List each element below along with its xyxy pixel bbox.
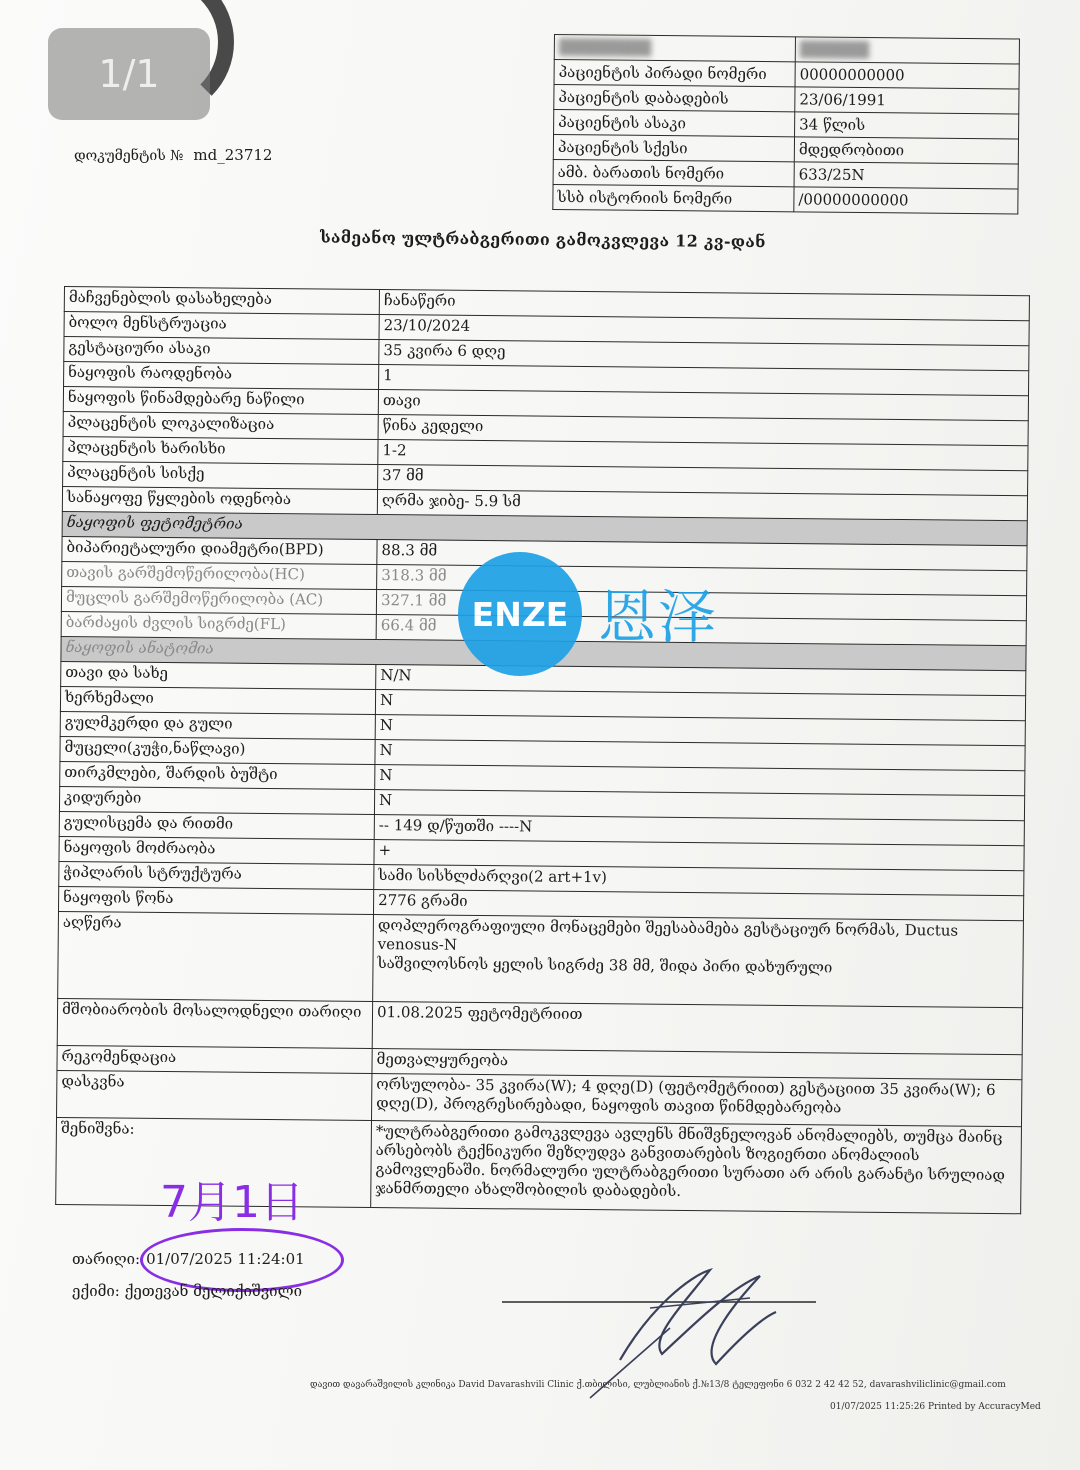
description-label: აღწერა <box>58 911 374 1001</box>
row-value: ჩანაწერი <box>379 290 1029 321</box>
row-label: ბიპარიეტალური დიამეტრი(BPD) <box>62 536 377 564</box>
row-label: ნაყოფის რაოდენობა <box>64 362 379 390</box>
patient-sex-value: მდედრობითი <box>794 137 1018 164</box>
row-label: კიდურები <box>59 786 374 814</box>
due-date-value: 01.08.2025 ფეტომეტრიით <box>372 1001 1022 1054</box>
row-value: 66.4 მმ <box>376 615 1026 646</box>
row-label: თირკმლები, შარდის ბუშტი <box>60 761 375 789</box>
page-indicator-badge[interactable] <box>48 28 210 120</box>
row-value: 318.3 მმ <box>377 565 1027 596</box>
section-title: ნაყოფის ფეტომეტრია <box>62 511 1027 545</box>
row-value: N/N <box>376 665 1026 696</box>
doctor-line <box>72 1282 302 1300</box>
card-number-label: ამბ. ბარათის ნომერი <box>553 159 794 186</box>
row-label: სანაყოფე წყლების ოდენობა <box>62 486 377 514</box>
row-label: ჭიპლარის სტრუქტურა <box>59 861 374 889</box>
patient-info-table <box>552 34 1020 214</box>
description-row <box>58 911 1024 1007</box>
row-value: ღრმა ჯიბე- 5.9 სმ <box>377 490 1027 521</box>
due-date-label: მშობიარობის მოსალოდნელი თარიღი <box>57 998 372 1048</box>
card-number-value: 633/25N <box>794 162 1018 189</box>
patient-age-value: 34 წლის <box>795 112 1019 139</box>
report-date-value: 01/07/2025 11:24:01 <box>146 1250 305 1268</box>
patient-row-name <box>554 35 1019 64</box>
row-value: 35 კვირა 6 დღე <box>379 340 1029 371</box>
recommendation-label: რეკომენდაცია <box>57 1045 372 1073</box>
patient-row <box>553 184 1018 213</box>
description-line-1: დოპლეროგრაფიული მონაცემები შეესაბამება გესტაციურ ნორმას, Ductus venosus-N <box>377 916 959 954</box>
row-value: N <box>374 790 1024 821</box>
row-value: წინა კედელი <box>378 415 1028 446</box>
document-title: სამეანო ულტრაბგერითი გამოკვლევა 12 კვ-დან <box>319 227 766 252</box>
row-value: + <box>374 840 1024 871</box>
row-label: ნაყოფის წინამდებარე ნაწილი <box>63 387 378 415</box>
row-label: გესტაციური ასაკი <box>64 337 379 365</box>
description-line-2: საშვილოსნოს ყელის სიგრძე 38 მმ, შიდა პირი დახურული <box>377 954 833 977</box>
row-value: N <box>375 690 1025 721</box>
report-date <box>72 1250 305 1268</box>
row-label: გულისცემა და რითმი <box>59 811 374 839</box>
patient-name-label: ████████ <box>554 35 795 62</box>
page-indicator-text: 1/1 <box>98 52 160 96</box>
enze-watermark-logo <box>458 552 582 676</box>
row-value: თავი <box>378 390 1028 421</box>
row-value: -- 149 დ/წუთში ----N <box>374 815 1024 846</box>
row-label: მაჩვენებლის დასახელება <box>64 287 379 315</box>
handwritten-date-annotation: 7月1日 <box>160 1177 304 1228</box>
document-number-label: დოკუმენტის № <box>74 148 184 164</box>
patient-birth-value: 23/06/1991 <box>795 87 1019 114</box>
row-label: ნაყოფის წონა <box>58 886 373 914</box>
patient-id-label: პაციენტის პირადი ნომერი <box>554 60 795 87</box>
clinic-footer-address: დავით დავარაშვილის კლინიკა David Davarashvili Clinic ქ.თბილისი, ლუბლიანის ქ.№13/8 ტელეფონი 6 032 2 42 42 52, davarashviliclinic@gmail.com <box>310 1380 1006 1390</box>
printed-timestamp: 01/07/2025 11:25:26 Printed by AccuracyMed <box>830 1402 1041 1412</box>
conclusion-value: ორსულობა- 35 კვირა(W); 4 დღე(D) (ფეტომეტრიით) გესტაციით 35 კვირა(W); 6 დღე(D), პროგრესირებადი, ნაყოფის თავით წინმდებარეობა <box>372 1073 1022 1126</box>
row-value: 88.3 მმ <box>377 540 1027 571</box>
row-value: 1-2 <box>378 440 1028 471</box>
row-label: ნაყოფის მოძრაობა <box>59 836 374 864</box>
report-date-label: თარიღი: <box>72 1250 141 1268</box>
watermark-text: 恩泽 <box>598 583 719 651</box>
conclusion-label: დასკვნა <box>57 1070 372 1120</box>
history-number-value: /00000000000 <box>794 187 1018 214</box>
row-value: N <box>375 740 1025 771</box>
watermark-badge-text: ENZE <box>471 594 569 634</box>
row-value: 37 მმ <box>378 465 1028 496</box>
row-label: ბოლო მენსტრუაცია <box>64 312 379 340</box>
section-title: ნაყოფის ანატომია <box>61 636 1026 670</box>
row-label: მუცლის გარშემოწერილობა (AC) <box>61 586 376 614</box>
row-value: 1 <box>379 365 1029 396</box>
row-value: 2776 გრამი <box>373 890 1023 921</box>
patient-age-label: პაციენტის ასაკი <box>554 110 795 137</box>
row-value: სამი სისხლძარღვი(2 art+1v) <box>374 865 1024 896</box>
row-label: ხერხემალი <box>60 686 375 714</box>
patient-birth-label: პაციენტის დაბადების <box>554 85 795 112</box>
history-number-label: სსბ ისტორიის ნომერი <box>553 184 794 211</box>
doctor-label: ექიმი: <box>72 1282 120 1300</box>
row-value: 23/10/2024 <box>379 315 1029 346</box>
recommendation-value: მეთვალყურეობა <box>372 1048 1022 1079</box>
description-value <box>373 914 1024 1007</box>
row-label: პლაცენტის ხარისხი <box>63 436 378 464</box>
patient-sex-label: პაციენტის სქესი <box>553 135 794 162</box>
row-label: თავის გარშემოწერილობა(HC) <box>62 561 377 589</box>
document-number-value: md_23712 <box>193 146 273 164</box>
row-value: N <box>375 765 1025 796</box>
patient-name-value: ██████ <box>795 37 1019 64</box>
patient-id-value: 00000000000 <box>795 62 1019 89</box>
row-label: თავი და სახე <box>61 661 376 689</box>
row-label: პლაცენტის ლოკალიზაცია <box>63 411 378 439</box>
document-number <box>74 146 272 164</box>
row-label: პლაცენტის სისქე <box>63 461 378 489</box>
note-label: შენიშვნა: <box>56 1117 372 1207</box>
row-value: 327.1 მმ <box>376 590 1026 621</box>
row-label: გულმკერდი და გული <box>60 711 375 739</box>
ultrasound-results-table <box>55 286 1030 1214</box>
note-value: *ულტრაბგერითი გამოკვლევა ავლენს მნიშვნელოვან ანომალიებს, თუმცა მაინც არსებობს ტექნიკური შეზღუდვა განვითარების ზოგიერთი ანომალიის გამოვლენაში. ნორმალური ულტრაბგერითი სურათი არ არის გარანტი სრულიად ჯანმრთელი ახალშობილის დაბადების. <box>371 1120 1022 1213</box>
row-value: N <box>375 715 1025 746</box>
doctor-name: ქეთევან მელიქიშვილი <box>124 1282 302 1300</box>
row-label: მუცელი(კუჭი,ნაწლავი) <box>60 736 375 764</box>
row-label: ბარძაყის ძვლის სიგრძე(FL) <box>61 611 376 639</box>
